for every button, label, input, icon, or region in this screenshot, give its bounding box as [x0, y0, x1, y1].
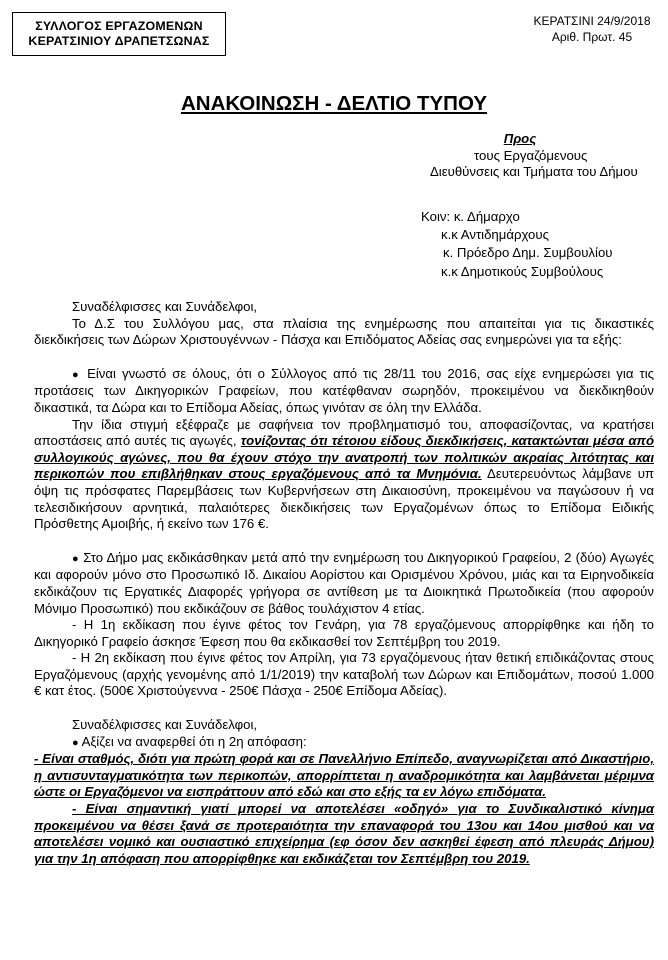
cc-line: κ.κ Αντιδημάρχους	[441, 227, 549, 243]
bullet-icon: ●	[72, 736, 79, 749]
cc-line: κ. Πρόεδρο Δημ. Συμβουλίου	[443, 245, 613, 261]
letter-body	[34, 299, 654, 867]
bullet-paragraph	[34, 366, 654, 417]
date-block	[532, 14, 652, 45]
trial-paragraph: - Η 2η εκδίκαση που έγινε φέτος τον Απρίλη, για 73 εργαζόμενους ήταν θετική επιδικάζοντας στους Εργαζόμενους (αρχής γενομένης από 1/1/2019) την καταβολή των Δώρων και Επιδομάτων, ποσού 1.000 € κατ έτος. (500€ Χριστούγεννα - 250€ Πάσχα - 250€ Επίδομα Αδείας).	[34, 650, 654, 699]
cc-line: κ.κ Δημοτικούς Συμβούλους	[441, 263, 604, 279]
cc-block	[421, 209, 613, 280]
bullet-icon: ●	[72, 552, 80, 565]
organization-box	[12, 12, 226, 56]
cc-label: Κοιν: κ. Δήμαρχο	[421, 209, 520, 224]
greeting: Συναδέλφισσες και Συνάδελφοι,	[72, 299, 258, 314]
emphasized-point: - Είναι σταθμός, διότι για πρώτη φορά και σε Πανελλήνιο Επίπεδο, αναγνωρίζεται από Δικαστήριο, η αντισυνταγματικότητα των περικοπών, απορρίπτεται η αναδρομικότητα και λαμβάνεται μέριμνα ώστε οι Εργαζόμενοι να εισπράττουν από εδώ και στο εξής τα εν λόγω επιδόματα.	[34, 751, 654, 800]
emphasized-point: - Είναι σημαντική γιατί μπορεί να αποτελέσει «οδηγό» για το Συνδικαλιστικό κίνημα προκειμένου να θέσει ξανά σε προτεραιότητα την επαναφορά του 13ου και 14ου μισθού και να αποτελέσει νομικό και ουσιαστικό επιχείρημα (εφ όσον δεν ασκηθεί έφεση από πλευράς Δήμου) για την 1η απόφαση που απορρίφθηκε και εκδικάζεται τον Σεπτέμβρη του 2019.	[34, 801, 654, 866]
recipients-heading: Προς	[503, 131, 537, 146]
organization-name-line2: ΚΕΡΑΤΣΙΝΙΟΥ ΔΡΑΠΕΤΣΩΝΑΣ	[28, 34, 210, 48]
recipients-block	[430, 131, 638, 181]
recipient-line: τους Εργαζόμενους	[474, 147, 588, 163]
bullet-icon: ●	[72, 368, 82, 381]
greeting: Συναδέλφισσες και Συνάδελφοι,	[72, 717, 258, 733]
document-title: ΑΝΑΚΟΙΝΩΣΗ - ΔΕΛΤΙΟ ΤΥΠΟΥ	[180, 92, 487, 115]
intro-paragraph: Το Δ.Σ του Συλλόγου μας, στα πλαίσια της ενημέρωσης που απαιτείται για τις δικαστικές διεκδικήσεις των Δώρων Χριστουγέννων - Πάσχα και Επιδόματος Αδείας σας ενημερώνει για τα εξής:	[34, 315, 654, 348]
paragraph	[34, 417, 654, 533]
paragraph-text: Την ίδια στιγμή εξέφραζε με σαφήνεια τον προβληματισμό του, αποφασίζοντας, να κρατήσει αποστάσεις από αυτές τις αγωγές,	[34, 416, 654, 449]
protocol-number: Αριθ. Πρωτ. 45	[551, 29, 633, 44]
bullet-text: Είναι γνωστό σε όλους, ότι ο Σύλλογος από τις 28/11 του 2016, σας είχε ενημερώσει για τις προτάσεις των Δικηγορικών Γραφείων, που κατέφθαναν σωρηδόν, προκειμένου να διεκδικηθούν δικαστικά, τα Δώρα και το Επίδομα Αδείας, όπως γινόταν σε όλη την Ελλάδα.	[34, 365, 654, 415]
note-intro	[34, 734, 654, 752]
bullet-paragraph	[34, 550, 654, 617]
note-intro-text: Αξίζει να αναφερθεί ότι η 2η απόφαση:	[81, 733, 307, 749]
paragraph-text: Δευτερευόντως λάμβανε υπ όψη τις πρόσφατες Παρεμβάσεις των Κυβερνήσεων στη Δικαιοσύνη, προκειμένου να παγώσουν ή να τελεσιδικήσουν αρνητικά, παλαιότερες διεκδικήσεις των Εργαζομένων όπως το Επίδομα Ειδικής Πρόσθετης Αμοιβής, ή εκείνο των 176 €.	[34, 466, 655, 532]
place-date: ΚΕΡΑΤΣΙΝΙ 24/9/2018	[533, 14, 651, 28]
emphasized-text: τονίζοντας ότι τέτοιου είδους διεκδικήσεις, κατακτώνται μέσα από συλλογικούς αγώνες, που θα έχουν στόχο την ανατροπή των πολιτικών ακραίας λιτότητας και περικοπών που επιβλήθηκαν στους εργαζόμενους από τα Μνημόνια.	[34, 433, 655, 482]
bullet-text: Στο Δήμο μας εκδικάσθηκαν μετά από την ενημέρωση του Δικηγορικού Γραφείου, 2 (δύο) Αγωγές και αφορούν μόνο στο Προσωπικό Ιδ. Δικαίου Αορίστου και Ορισμένου Χρόνου, μιάς και τα Ειρηνοδικεία εκδικάζουν τις Εργατικές Διαφορές γρήγορα σε αντίθεση με τα Διοικητικά Πρωτοδικεία (που αφορούν Μόνιμο Προσωπικό) που εκδικάζουν σε βάθος τουλάχιστον 4 ετίας.	[34, 549, 654, 616]
trial-paragraph: - Η 1η εκδίκαση που έγινε φέτος τον Γενάρη, για 78 εργαζόμενους απορρίφθηκε και ήδη το Δικηγορικό Γραφείο άσκησε Έφεση που θα εκδικασθεί τον Σεπτέμβρη του 2019.	[34, 617, 654, 649]
organization-name-line1: ΣΥΛΛΟΓΟΣ ΕΡΓΑΖΟΜΕΝΩΝ	[35, 19, 203, 33]
recipient-line: Διευθύνσεις και Τμήματα του Δήμου	[430, 164, 638, 180]
